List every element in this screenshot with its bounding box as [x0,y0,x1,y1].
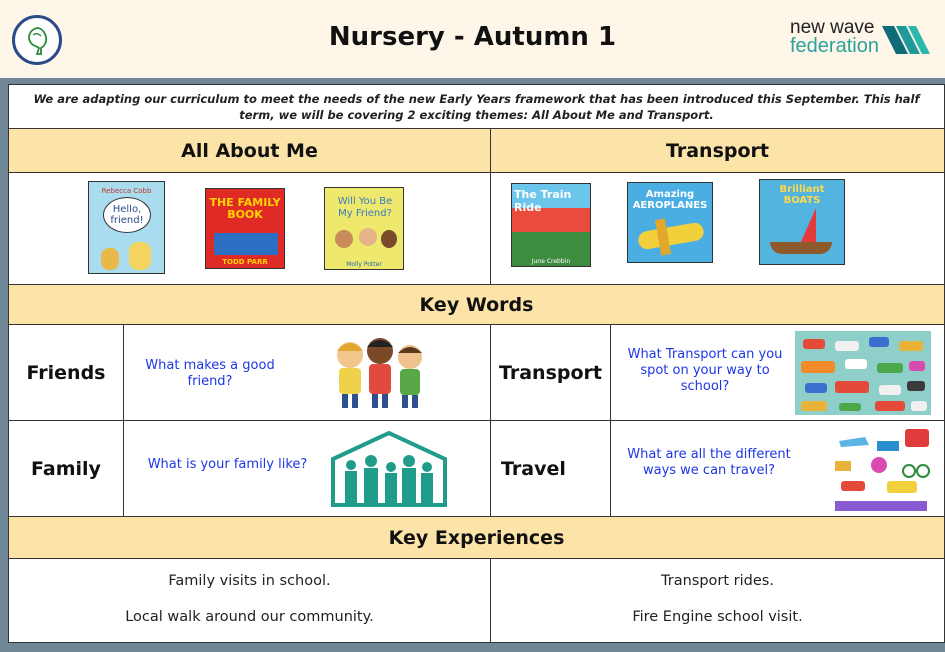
book-author: Molly Potter [346,261,382,268]
book-cover-amazing-aeroplanes [627,182,713,263]
page-title: Nursery - Autumn 1 [328,22,617,52]
word-label: Family [31,457,101,480]
book-author: Rebecca Cobb [101,187,152,195]
theme-header-all-about-me [9,129,491,173]
experience-item: Transport rides. [661,573,774,589]
experience-item: Fire Engine school visit. [632,609,803,625]
key-words-title: Key Words [419,293,534,316]
book-cover-will-you-be-my-friend [324,187,404,270]
word-transport [491,325,611,421]
transport-types-icon [831,427,931,513]
book-title: Will You Be My Friend? [337,196,393,219]
question-friends [124,325,491,421]
header [0,0,945,78]
wave-logo-icon [880,22,935,58]
experience-item: Local walk around our community. [125,609,374,625]
book-author: TODD PARR [222,258,268,266]
book-title: Brilliant BOATS [779,184,825,206]
question-family [124,421,491,517]
book-cover-family-book [205,188,285,269]
book-cover-brilliant-boats [759,179,845,265]
word-family [9,421,124,517]
word-label: Travel [501,457,566,480]
theme-header-transport [491,129,945,173]
books-transport [491,173,945,285]
theme-title-right: Transport [665,139,769,162]
book-title: The Train Ride [514,188,572,214]
key-words-header [9,285,945,325]
book-title: Amazing AEROPLANES [632,189,708,211]
experiences-left [9,559,491,643]
books-all-about-me [9,173,491,285]
book-title: Hello, friend! [110,204,144,226]
experience-item: Family visits in school. [168,573,331,589]
theme-title-left: All About Me [181,139,318,162]
word-travel [491,421,611,517]
word-label: Transport [498,361,602,384]
question-travel [611,421,945,517]
key-experiences-header [9,517,945,559]
question-transport [611,325,945,421]
book-title: THE FAMILY BOOK [209,196,281,221]
federation-logo [790,19,935,61]
children-illustration-icon [324,333,434,413]
question-text: What is your family like? [147,457,308,472]
question-text: What makes a good friend? [145,358,275,389]
key-experiences-title: Key Experiences [388,526,565,549]
federation-logo-line2: federation [790,35,879,57]
book-author: June Crebbin [531,258,571,265]
curriculum-document [8,84,945,643]
book-cover-hello-friend [88,181,165,274]
intro-text: We are adapting our curriculum to meet the needs of the new Early Years framework that has been introduced this September. This half term, we will be covering 2 exciting themes: All About Me and Transport. [9,85,945,129]
book-cover-the-train-ride [511,183,591,267]
federation-logo-line1: new wave [790,17,875,38]
experiences-right [491,559,945,643]
question-text: What are all the different ways we can travel? [627,447,791,478]
family-house-icon [329,431,449,507]
vehicles-illustration-icon [795,331,931,415]
word-friends [9,325,124,421]
question-text: What Transport can you spot on your way to school? [627,347,783,394]
word-label: Friends [26,361,106,384]
